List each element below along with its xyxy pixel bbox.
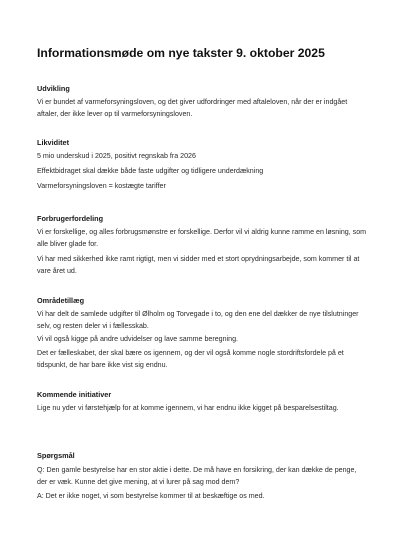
- section-heading: Udvikling: [37, 84, 70, 93]
- section-heading: Likviditet: [37, 138, 70, 147]
- document-title: Informationsmøde om nye takster 9. oktober 2025: [37, 46, 325, 60]
- paragraph: Lige nu yder vi førstehjælp for at komme igennem, vi har endnu ikke kigget på besparelsestiltag.: [37, 404, 339, 412]
- paragraph: Det er fælleskabet, der skal bære os igennem, og der vil også komme nogle stordriftsfordele på et tidspunkt, de har bare ikke vist sig endnu.: [37, 349, 344, 369]
- paragraph: Vi er bundet af varmeforsyningsloven, og det giver udfordringer med aftaleloven, når der er indgået aftaler, der ikke lever op til varmeforsyningsloven.: [37, 98, 348, 118]
- paragraph: A: Det er ikke noget, vi som bestyrelse kommer til at beskæftige os med.: [37, 492, 265, 500]
- paragraph: Vi vil også kigge på andre udvidelser og lave samme beregning.: [37, 335, 238, 343]
- paragraph: Q: Den gamle bestyrelse har en stor aktie i dette. De må have en forsikring, der kan dække de penge, der er væk. Kunne det give mening, at vi lurer på sag mod dem?: [37, 466, 357, 486]
- paragraph: Vi har delt de samlede udgifter til Ølholm og Torvegade i to, og den ene del dækker de nye tilslutninger selv, og resten deler vi i fællesskab.: [37, 310, 359, 330]
- section-heading: Områdetillæg: [37, 296, 85, 305]
- paragraph: Vi er forskellige, og alles forbrugsmønstre er forskellige. Derfor vil vi aldrig kunne ramme en løsning, som alle bliver glade for.: [37, 228, 367, 248]
- paragraph: 5 mio underskud i 2025, positivt regnskab fra 2026: [37, 152, 196, 160]
- paragraph: Varmeforsyningsloven = kostægte tariffer: [37, 182, 166, 190]
- paragraph: Vi har med sikkerhed ikke ramt rigtigt, men vi sidder med et stort oprydningsarbejde, som kommer til at vare året ud.: [37, 255, 360, 275]
- section-heading: Forbrugerfordeling: [37, 214, 104, 223]
- section-heading: Spørgsmål: [37, 451, 75, 460]
- section-heading: Kommende initiativer: [37, 390, 112, 399]
- paragraph: Effektbidraget skal dække både faste udgifter og tidligere underdækning: [37, 167, 264, 175]
